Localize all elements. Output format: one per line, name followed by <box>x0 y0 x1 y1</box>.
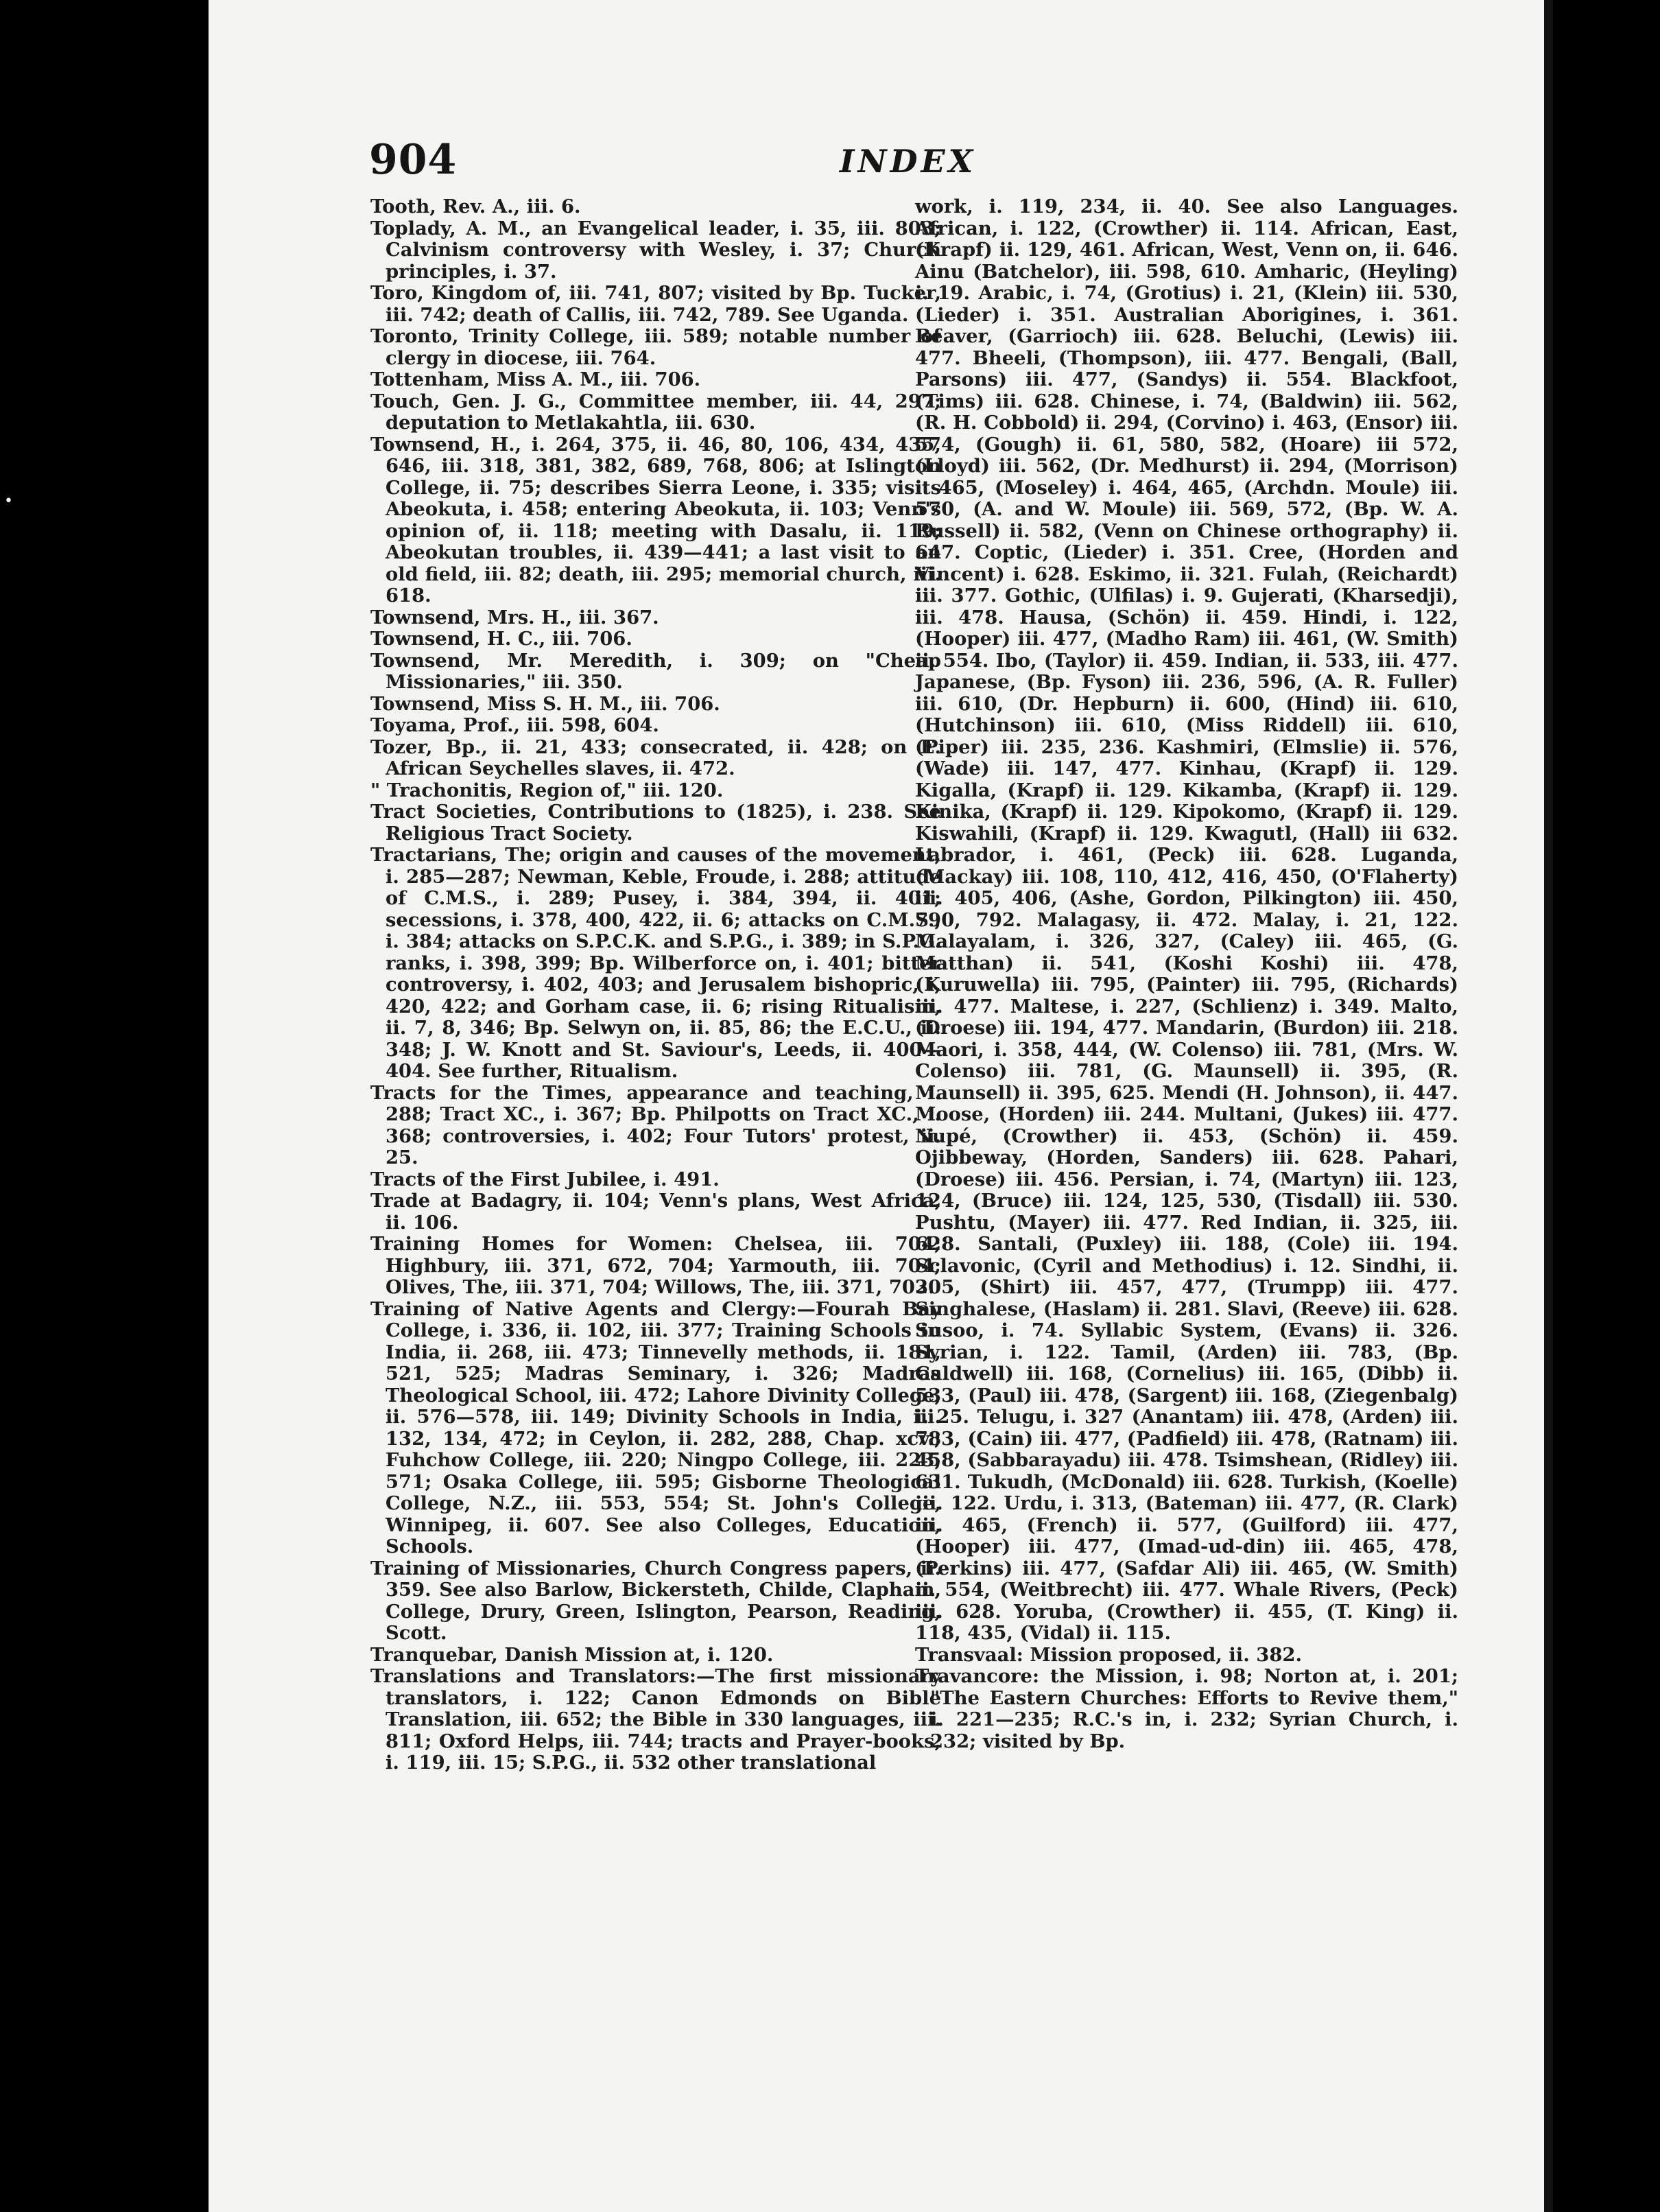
index-entry: Townsend, Miss S. H. M., iii. 706. <box>370 692 720 715</box>
left-margin <box>0 0 209 2212</box>
index-entry: Touch, Gen. J. G., Committee member, iii. 44, 297; deputation to Metlakahtla, iii. 630. <box>370 390 941 434</box>
margin-mark: • <box>4 493 13 510</box>
index-column-right <box>915 196 1458 1752</box>
index-entry: Townsend, H. C., iii. 706. <box>370 628 632 650</box>
continued-entry: work, i. 119, 234, ii. 40. See also Languages. African, i. 122, (Crowther) ii. 114. African, East, (Krapf) ii. 129, 461. African, West, Venn on, ii. 646. Ainu (Batchelor), iii. 598, 610. Amharic, (Heyling) i. 19. Arabic, i. 74, (Grotius) i. 21, (Klein) iii. 530, (Lieder) i. 351. Australian Aborigines, i. 361. Beaver, (Garrioch) iii. 628. Beluchi, (Lewis) iii. 477. Bheeli, (Thompson), iii. 477. Bengali, (Ball, Parsons) iii. 477, (Sandys) ii. 554. Blackfoot, (Tims) iii. 628. Chinese, i. 74, (Baldwin) iii. 562, (R. H. Cobbold) ii. 294, (Corvino) i. 463, (Ensor) iii. 574, (Gough) ii. 61, 580, 582, (Hoare) iii 572, (Lloyd) iii. 562, (Dr. Medhurst) ii. 294, (Morrison) i. 465, (Moseley) i. 464, 465, (Archdn. Moule) iii. 570, (A. and W. Moule) iii. 569, 572, (Bp. W. A. Russell) ii. 582, (Venn on Chinese orthography) ii. 647. Coptic, (Lieder) i. 351. Cree, (Horden and Vincent) i. 628. Eskimo, ii. 321. Fulah, (Reichardt) iii. 377. Gothic, (Ulfilas) i. 9. Gujerati, (Kharsedji), iii. 478. Hausa, (Schön) ii. 459. Hindi, i. 122, (Hooper) iii. 477, (Madho Ram) iii. 461, (W. Smith) ii. 554. Ibo, (Taylor) ii. 459. Indian, ii. 533, iii. 477. Japanese, (Bp. Fyson) iii. 236, 596, (A. R. Fuller) iii. 610, (Dr. Hepburn) ii. 600, (Hind) iii. 610, (Hutchinson) iii. 610, (Miss Riddell) iii. 610, (Piper) iii. 235, 236. Kashmiri, (Elmslie) ii. 576, (Wade) iii. 147, 477. Kinhau, (Krapf) ii. 129. Kigalla, (Krapf) ii. 129. Kikamba, (Krapf) ii. 129. Kinika, (Krapf) ii. 129. Kipokomo, (Krapf) ii. 129. Kiswahili, (Krapf) ii. 129. Kwagutl, (Hall) iii 632. Labrador, i. 461, (Peck) iii. 628. Luganda, (Mackay) iii. 108, 110, 412, 416, 450, (O'Flaherty) iii. 405, 406, (Ashe, Gordon, Pilkington) iii. 450, 790, 792. Malagasy, ii. 472. Malay, i. 21, 122. Malayalam, i. 326, 327, (Caley) iii. 465, (G. Matthan) ii. 541, (Koshi Koshi) iii. 478, (Kuruwella) iii. 795, (Painter) iii. 795, (Richards) iii. 477. Maltese, i. 227, (Schlienz) i. 349. Malto, (Droese) iii. 194, 477. Mandarin, (Burdon) iii. 218. Maori, i. 358, 444, (W. Colenso) iii. 781, (Mrs. W. Colenso) iii. 781, (G. Maunsell) ii. 395, (R. Maunsell) ii. 395, 625. Mendi (H. Johnson), ii. 447. Moose, (Horden) iii. 244. Multani, (Jukes) iii. 477. Nupé, (Crowther) ii. 453, (Schön) ii. 459. Ojibbeway, (Horden, Sanders) iii. 628. Pahari, (Droese) iii. 456. Persian, i. 74, (Martyn) iii. 123, 124, (Bruce) iii. 124, 125, 530, (Tisdall) iii. 530. Pushtu, (Mayer) iii. 477. Red Indian, ii. 325, iii. 628. Santali, (Puxley) iii. 188, (Cole) iii. 194. Sclavonic, (Cyril and Methodius) i. 12. Sindhi, ii. 205, (Shirt) iii. 457, 477, (Trumpp) iii. 477. Singhalese, (Haslam) ii. 281. Slavi, (Reeve) iii. 628. Susoo, i. 74. Syllabic System, (Evans) ii. 326. Syrian, i. 122. Tamil, (Arden) iii. 783, (Bp. Caldwell) iii. 168, (Cornelius) iii. 165, (Dibb) ii. 533, (Paul) iii. 478, (Sargent) iii. 168, (Ziegenbalg) i. 25. Telugu, i. 327 (Anantam) iii. 478, (Arden) iii. 783, (Cain) iii. 477, (Padfield) iii. 478, (Ratnam) iii. 458, (Sabbarayadu) iii. 478. Tsimshean, (Ridley) iii. 631. Tukudh, (McDonald) iii. 628. Turkish, (Koelle) iii. 122. Urdu, i. 313, (Bateman) iii. 477, (R. Clark) iii. 465, (French) ii. 577, (Guilford) iii. 477, (Hooper) iii. 477, (Imad-ud-din) iii. 465, 478, (Perkins) iii. 477, (Safdar Ali) iii. 465, (W. Smith) ii. 554, (Weitbrecht) iii. 477. Whale Rivers, (Peck) iii. 628. Yoruba, (Crowther) ii. 455, (T. King) ii. 118, 435, (Vidal) ii. 115. <box>915 196 1458 1644</box>
index-entry: Tozer, Bp., ii. 21, 433; consecrated, ii. 428; on E. African Seychelles slaves, ii. 472. <box>370 736 941 779</box>
index-entry: Tottenham, Miss A. M., iii. 706. <box>370 368 701 390</box>
index-entry: Tracts for the Times, appearance and teaching, i. 288; Tract XC., i. 367; Bp. Philpotts on Tract XC., i. 368; controversies, i. 402; Four Tutors' protest, ii. 25. <box>370 1081 941 1168</box>
index-entry: Travancore: the Mission, i. 98; Norton at, i. 201; "The Eastern Churches: Efforts to Revive them," i. 221—235; R.C.'s in, i. 232; Syrian Church, i. 232; visited by Bp. <box>915 1665 1458 1752</box>
index-entry: Tranquebar, Danish Mission at, i. 120. <box>370 1643 774 1666</box>
index-page <box>209 0 1553 2212</box>
page-edge <box>1544 0 1553 2212</box>
index-entry: Toro, Kingdom of, iii. 741, 807; visited by Bp. Tucker, iii. 742; death of Callis, iii. 742, 789. See Uganda. <box>370 282 941 326</box>
index-entry: Transvaal: Mission proposed, ii. 382. <box>915 1643 1302 1666</box>
right-column-entries <box>915 1645 1458 1753</box>
index-entry: Training of Native Agents and Clergy:—Fourah Bay College, i. 336, ii. 102, iii. 377; Training Schools in India, ii. 268, iii. 473; Tinnevelly methods, ii. 181, 521, 525; Madras Seminary, i. 326; Madras Theological School, iii. 472; Lahore Divinity College, ii. 576—578, iii. 149; Divinity Schools in India, iii. 132, 134, 472; in Ceylon, ii. 282, 288, Chap. xcv.; Fuhchow College, iii. 220; Ningpo College, iii. 223, 571; Osaka College, iii. 595; Gisborne Theological College, N.Z., iii. 553, 554; St. John's College, Winnipeg, ii. 607. See also Colleges, Education, Schools. <box>370 1297 941 1557</box>
index-entry: Toyama, Prof., iii. 598, 604. <box>370 714 659 736</box>
right-margin <box>1553 0 1660 2212</box>
running-head <box>209 122 1539 191</box>
index-entry: Townsend, Mr. Meredith, i. 309; on "Cheap Missionaries," iii. 350. <box>370 649 941 693</box>
index-entry: Tooth, Rev. A., iii. 6. <box>370 196 581 217</box>
index-entry: " Trachonitis, Region of," iii. 120. <box>370 779 724 801</box>
index-entry: Toronto, Trinity College, iii. 589; notable number of clergy in diocese, iii. 764. <box>370 325 941 369</box>
index-entry: Tractarians, The; origin and causes of the movement, i. 285—287; Newman, Keble, Froude, i. 288; attitude of C.M.S., i. 289; Pusey, i. 384, 394, ii. 401; secessions, i. 378, 400, 422, ii. 6; attacks on C.M.S., i. 384; attacks on S.P.C.K. and S.P.G., i. 389; in S.P.G. ranks, i. 398, 399; Bp. Wilberforce on, i. 401; bitter controversy, i. 402, 403; and Jerusalem bishopric, i, 420, 422; and Gorham case, ii. 6; rising Ritualism, ii. 7, 8, 346; Bp. Selwyn on, ii. 85, 86; the E.C.U., ii. 348; J. W. Knott and St. Saviour's, Leeds, ii. 400—404. See further, Ritualism. <box>370 844 941 1082</box>
index-entry: Translations and Translators:—The first missionary translators, i. 122; Canon Edmonds on Bible Translation, iii. 652; the Bible in 330 languages, iii. 811; Oxford Helps, iii. 744; tracts and Prayer-books, i. 119, iii. 15; S.P.G., ii. 532 other translational <box>370 1665 941 1774</box>
index-entry: Townsend, H., i. 264, 375, ii. 46, 80, 106, 434, 435, 646, iii. 318, 381, 382, 689, 768, 806; at Islington College, ii. 75; describes Sierra Leone, i. 335; visits Abeokuta, i. 458; entering Abeokuta, ii. 103; Venn's opinion of, ii. 118; meeting with Dasalu, ii. 119; Abeokutan troubles, ii. 439—441; a last visit to an old field, iii. 82; death, iii. 295; memorial church, iii. 618. <box>370 433 941 607</box>
index-entry: Tracts of the First Jubilee, i. 491. <box>370 1168 720 1190</box>
index-entry: Townsend, Mrs. H., iii. 367. <box>370 606 659 628</box>
index-entry: Training Homes for Women: Chelsea, iii. 704; Highbury, iii. 371, 672, 704; Yarmouth, iii. 704; Olives, The, iii. 371, 704; Willows, The, iii. 371, 703. <box>370 1233 941 1298</box>
running-title: INDEX <box>840 143 977 180</box>
index-column-left <box>370 196 941 1774</box>
index-entry: Trade at Badagry, ii. 104; Venn's plans, West Africa, ii. 106. <box>370 1190 941 1234</box>
page-number: 904 <box>369 136 458 184</box>
index-entry: Toplady, A. M., an Evangelical leader, i. 35, iii. 803; Calvinism controversy with Wesley, i. 37; Church principles, i. 37. <box>370 217 941 283</box>
index-entry: Tract Societies, Contributions to (1825), i. 238. See Religious Tract Society. <box>370 801 941 845</box>
index-entry: Training of Missionaries, Church Congress papers, ii. 359. See also Barlow, Bickersteth, Childe, Clapham, College, Drury, Green, Islington, Pearson, Reading, Scott. <box>370 1557 941 1644</box>
